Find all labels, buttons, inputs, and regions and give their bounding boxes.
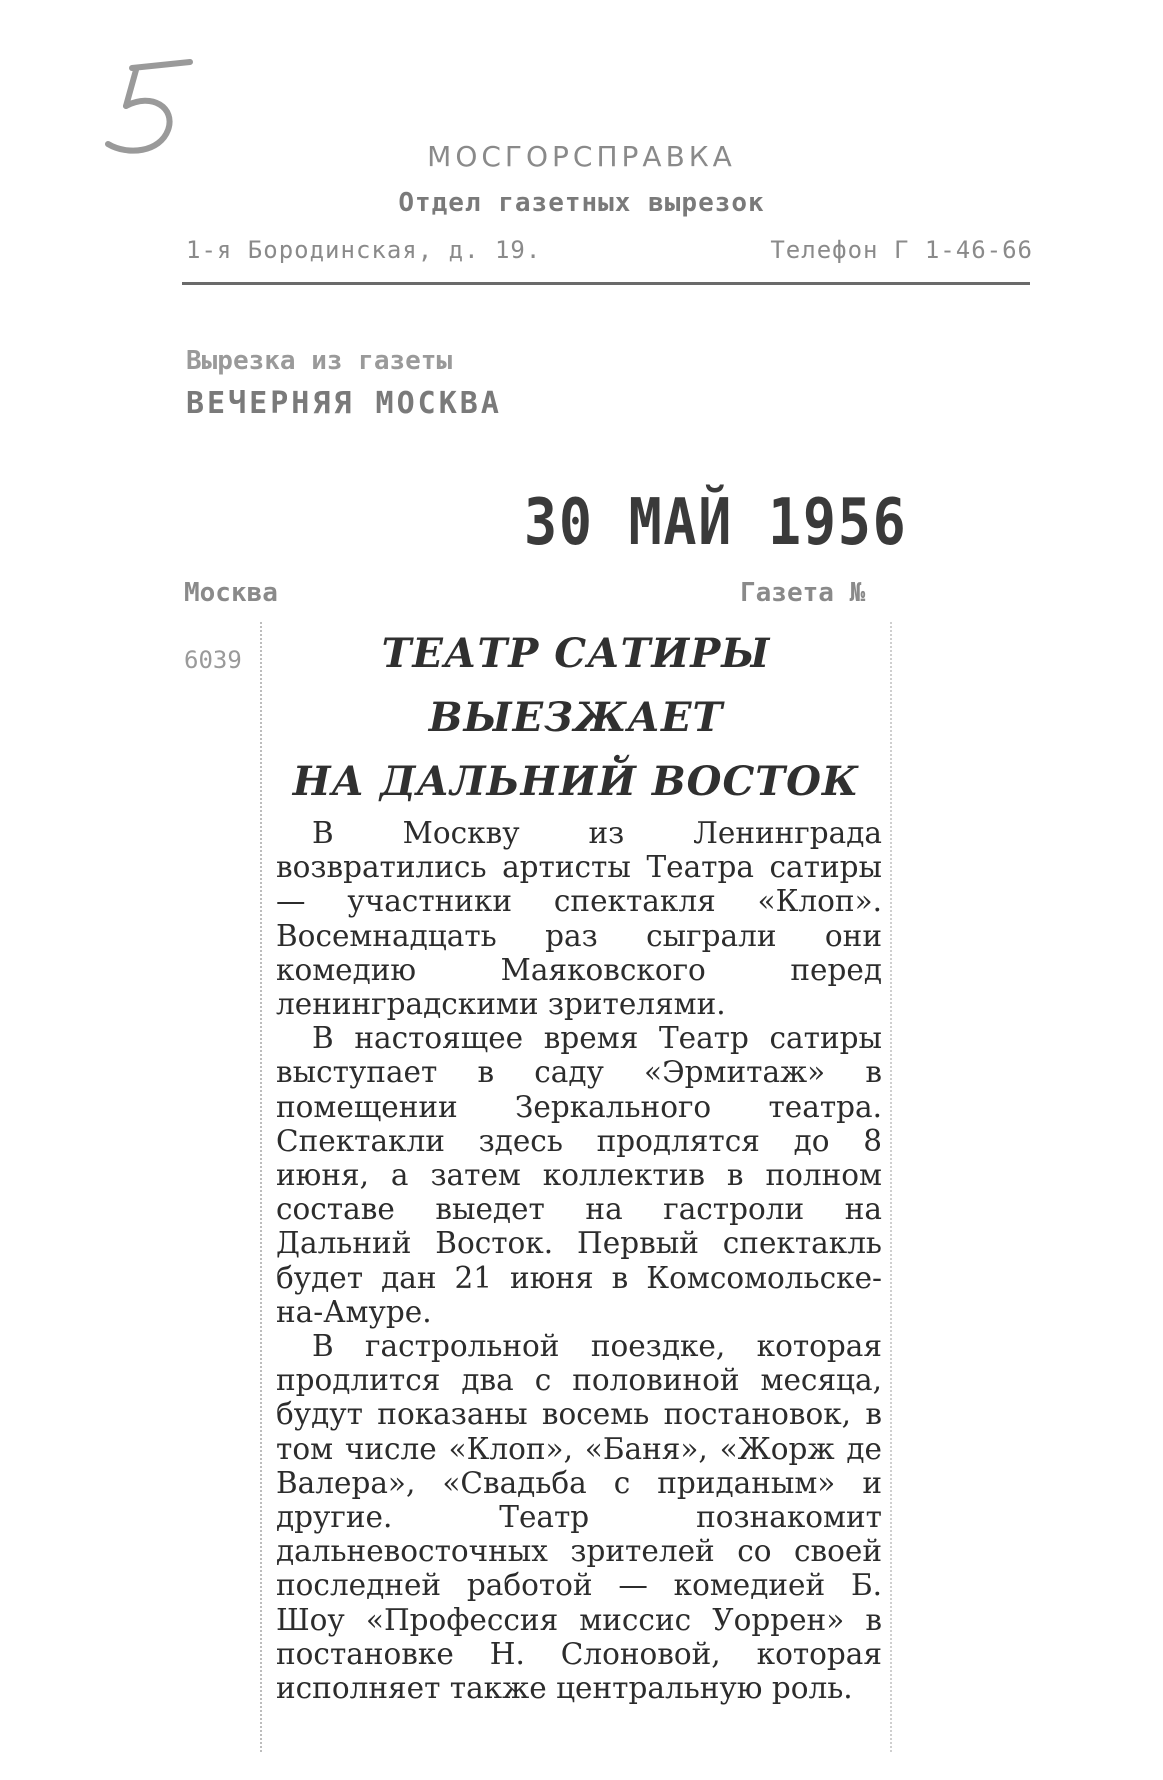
department-name: Отдел газетных вырезок [398, 188, 765, 218]
article-body [276, 816, 882, 1705]
gazette-number-label: Газета № [740, 578, 866, 608]
headline-line-2: ВЫЕЗЖАЕТ [428, 694, 724, 741]
agency-name: МОСГОРСПРАВКА [427, 140, 736, 173]
clip-from-label: Вырезка из газеты [186, 346, 453, 376]
headline-line-1: ТЕАТР САТИРЫ [381, 630, 771, 677]
agency-address: 1-я Бородинская, д. 19. [186, 236, 542, 264]
date-stamp: 30 МАЙ 1956 [524, 486, 908, 560]
article-paragraph-2: В настоящее время Театр сатиры выступает в саду «Эрмитаж» в помещении Зеркального театра. Спектакли здесь продлятся до 8 июня, а затем коллектив в полном составе выедет на гастроли на Дальний Восток. Первый спектакль будет дан 21 июня в Комсомольске-на-Амуре. [276, 1021, 882, 1329]
article-paragraph-1: В Москву из Ленинграда возвратились артисты Театра сатиры — участники спектакля «Клоп». Восемнадцать раз сыграли они комедию Маяковского перед ленинградскими зрителями. [276, 816, 882, 1022]
agency-phone: Телефон Г 1-46-66 [770, 236, 1033, 264]
header-divider [182, 282, 1030, 285]
newspaper-name: ВЕЧЕРНЯЯ МОСКВА [186, 386, 502, 421]
headline-line-3: НА ДАЛЬНИЙ ВОСТОК [292, 758, 860, 805]
side-number: 6039 [184, 646, 242, 674]
newspaper-clipping [260, 622, 892, 1752]
city-label: Москва [184, 578, 278, 608]
article-paragraph-3: В гастрольной поездке, которая продлится два с половиной месяца, будут показаны восемь постановок, в том числе «Клоп», «Баня», «Жорж де Валера», «Свадьба с приданым» и другие. Театр познакомит дальневосточных зрителей со своей последней работой — комедией Б. Шоу «Профессия миссис Уоррен» в постановке Н. Слоновой, которая исполняет также центральную роль. [276, 1329, 882, 1706]
